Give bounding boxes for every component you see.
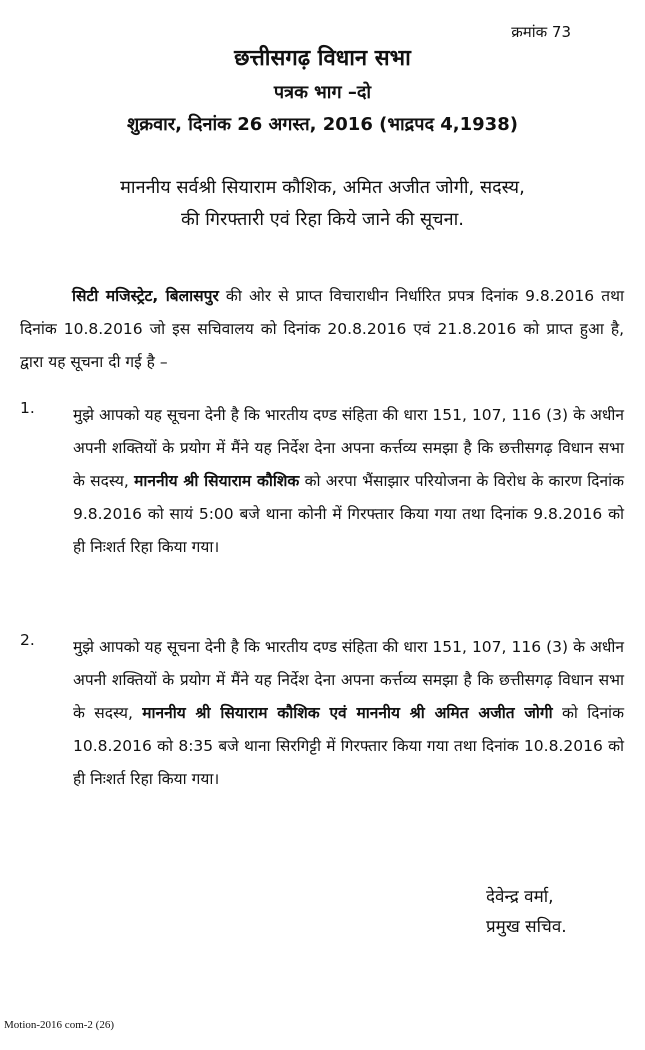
serial-number: क्रमांक 73 — [511, 23, 571, 41]
footer-reference: Motion-2016 com-2 (26) — [4, 1019, 114, 1031]
item-paragraph-2 — [73, 631, 624, 796]
subject-line-2: की गिरफ्तारी एवं रिहा किये जाने की सूचना. — [181, 209, 464, 230]
item-1-text-after: को अरपा भैंसाझार परियोजना के विरोध के कारण दिनांक 9.8.2016 को सायं 5:00 बजे थाना कोनी में गिरफ्तार किया गया तथा दिनांक 9.8.2016 को ही निःशर्त रिहा किया गया। — [73, 472, 625, 556]
page-title: छत्तीसगढ़ विधान सभा — [234, 46, 411, 71]
date-line: शुक्रवार, दिनांक 26 अगस्त, 2016 (भाद्रपद 4,1938) — [127, 114, 518, 135]
item-2-bold: माननीय श्री सियाराम कौशिक एवं माननीय श्री अमित अजीत जोगी — [142, 704, 553, 722]
page-subtitle: पत्रक भाग –दो — [273, 82, 372, 103]
subject-line-1: माननीय सर्वश्री सियाराम कौशिक, अमित अजीत जोगी, सदस्य, — [120, 177, 525, 198]
item-paragraph-1 — [73, 399, 624, 564]
item-1-text-before: मुझे आपको यह सूचना देनी है कि भारतीय दण्ड संहिता की धारा 151, 107, 116 (3) के अधीन अपनी शक्तियों के प्रयोग में मैंने यह निर्देश देना अपना कर्त्तव्य समझा है कि छत्तीसगढ़ विधान सभा के सदस्य, — [73, 406, 624, 490]
signatory-name: देवेन्द्र वर्मा, — [486, 887, 554, 907]
intro-text: की ओर से प्राप्त विचाराधीन निर्धारित प्रपत्र दिनांक 9.8.2016 तथा दिनांक 10.8.2016 जो इस सचिवालय को दिनांक 20.8.2016 एवं 21.8.2016 को प्राप्त हुआ है, द्वारा यह सूचना दी गई है – — [20, 287, 624, 371]
intro-paragraph — [20, 280, 624, 379]
intro-bold: सिटी मजिस्ट्रेट, बिलासपुर — [72, 287, 219, 305]
item-number-1: 1. — [20, 399, 35, 417]
item-2-text-after: को दिनांक 10.8.2016 को 8:35 बजे थाना सिरगिट्टी में गिरफ्तार किया गया तथा दिनांक 10.8.2016 को ही निःशर्त रिहा किया गया। — [73, 704, 624, 788]
signatory-title: प्रमुख सचिव. — [486, 917, 567, 937]
item-1-bold: माननीय श्री सियाराम कौशिक — [134, 472, 300, 490]
item-number-2: 2. — [20, 631, 35, 649]
item-2-text-before: मुझे आपको यह सूचना देनी है कि भारतीय दण्ड संहिता की धारा 151, 107, 116 (3) के अधीन अपनी शक्तियों के प्रयोग में मैंने यह निर्देश देना अपना कर्त्तव्य समझा है कि छत्तीसगढ़ विधान सभा के सदस्य, — [73, 638, 624, 722]
